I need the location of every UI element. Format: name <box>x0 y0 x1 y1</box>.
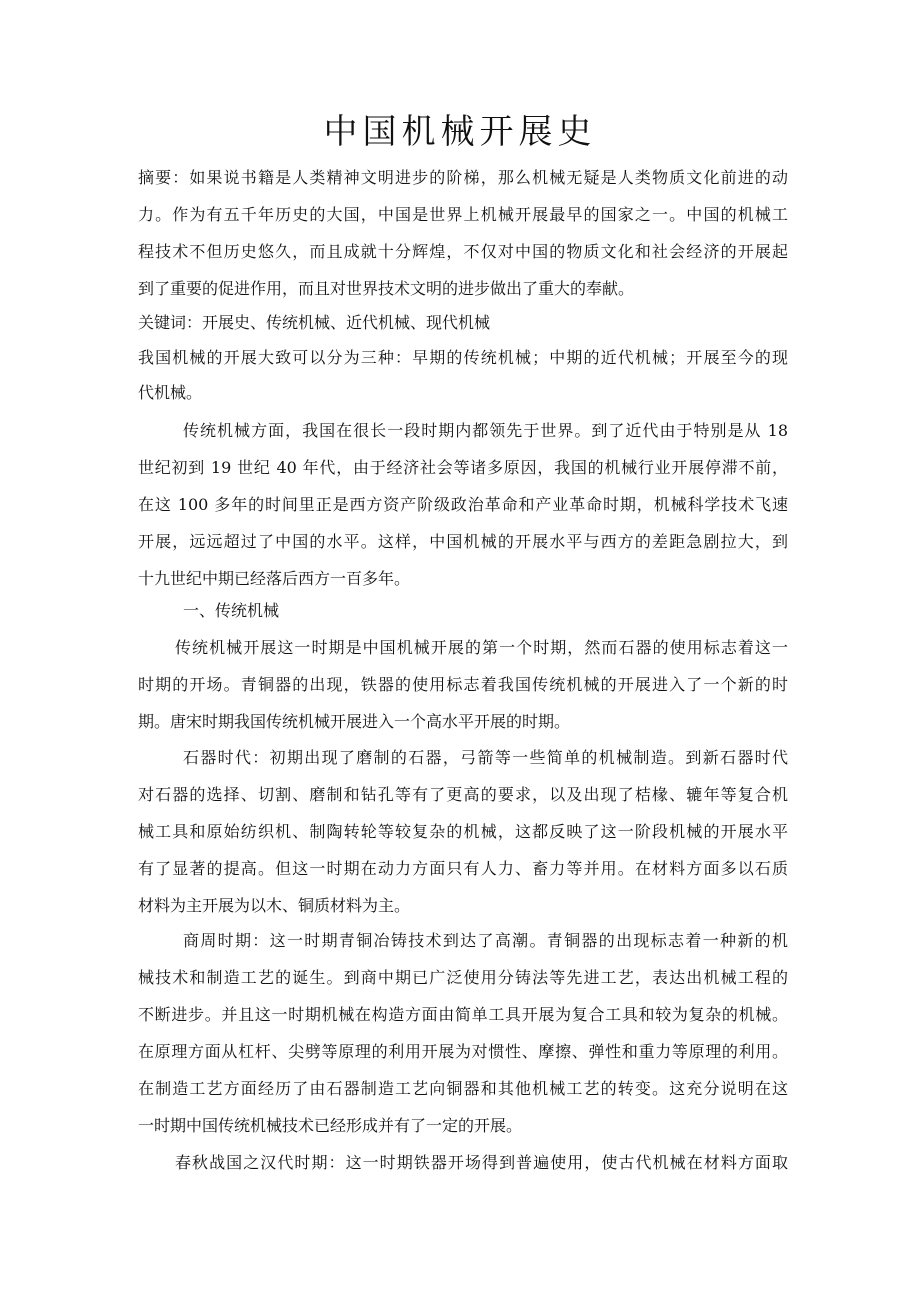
paragraph-line: 商周时期：这一时期青铜冶铸技术到达了高潮。青铜器的出现标志着一种新的机 <box>183 931 788 950</box>
paragraph-line: 开展，远远超过了中国的水平。这样，中国机械的开展水平与西方的差距急剧拉大，到 <box>138 532 788 551</box>
paragraph-line: 在制造工艺方面经历了由石器制造工艺向铜器和其他机械工艺的转变。这充分说明在这 <box>138 1079 788 1098</box>
paragraph-line: 我国机械的开展大致可以分为三种：早期的传统机械；中期的近代机械；开展至今的现 <box>138 348 788 367</box>
paragraph-line: 材料为主开展为以木、铜质材料为主。 <box>138 896 411 915</box>
paragraph-line: 代机械。 <box>138 383 203 402</box>
paragraph-line: 传统机械开展这一时期是中国机械开展的第一个时期，然而石器的使用标志着这一 <box>175 638 788 657</box>
paragraph-line: 时期的开场。青铜器的出现，铁器的使用标志着我国传统机械的开展进入了一个新的时 <box>138 675 788 694</box>
paragraph-line: 在这 100 多年的时间里正是西方资产阶级政治革命和产业革命时期，机械科学技术飞速 <box>138 495 788 514</box>
abstract-line: 到了重要的促进作用，而且对世界技术文明的进步做出了重大的奉献。 <box>138 279 635 298</box>
paragraph-line: 械工具和原始纺织机、制陶转轮等较复杂的机械，这都反映了这一阶段机械的开展水平 <box>138 822 788 841</box>
paragraph-line: 一时期中国传统机械技术已经形成并有了一定的开展。 <box>138 1116 523 1135</box>
abstract-line: 程技术不但历史悠久，而且成就十分辉煌，不仅对中国的物质文化和社会经济的开展起 <box>138 242 788 261</box>
keywords-line: 关键词：开展史、传统机械、近代机械、现代机械 <box>138 313 491 332</box>
paragraph-line: 春秋战国之汉代时期：这一时期铁器开场得到普遍使用，使古代机械在材料方面取 <box>175 1153 788 1172</box>
document-title: 中国机械开展史 <box>323 112 597 152</box>
paragraph-line: 世纪初到 19 世纪 40 年代，由于经济社会等诸多原因，我国的机械行业开展停滞不前， <box>138 458 788 477</box>
paragraph-line: 对石器的选择、切割、磨制和钻孔等有了更高的要求，以及出现了桔椽、辘年等复合机 <box>138 785 788 804</box>
paragraph-line: 石器时代：初期出现了磨制的石器，弓箭等一些简单的机械制造。到新石器时代 <box>183 748 788 767</box>
paragraph-line: 传统机械方面，我国在很长一段时期内都领先于世界。到了近代由于特别是从 18 <box>183 421 788 440</box>
paragraph-line: 有了显著的提高。但这一时期在动力方面只有人力、畜力等并用。在材料方面多以石质 <box>138 859 788 878</box>
paragraph-line: 十九世纪中期已经落后西方一百多年。 <box>138 569 411 588</box>
abstract-line: 力。作为有五千年历史的大国，中国是世界上机械开展最早的国家之一。中国的机械工 <box>138 205 788 224</box>
paragraph-line: 期。唐宋时期我国传统机械开展进入一个高水平开展的时期。 <box>138 712 571 731</box>
abstract-line: 摘要：如果说书籍是人类精神文明进步的阶梯，那么机械无疑是人类物质文化前进的动 <box>138 168 788 187</box>
paragraph-line: 械技术和制造工艺的诞生。到商中期已广泛使用分铸法等先进工艺，表达出机械工程的 <box>138 968 788 987</box>
paragraph-line: 在原理方面从杠杆、尖劈等原理的利用开展为对惯性、摩擦、弹性和重力等原理的利用。 <box>138 1042 788 1061</box>
paragraph-line: 不断进步。并且这一时期机械在构造方面由简单工具开展为复合工具和较为复杂的机械。 <box>138 1005 788 1024</box>
section-heading: 一、传统机械 <box>183 601 280 620</box>
